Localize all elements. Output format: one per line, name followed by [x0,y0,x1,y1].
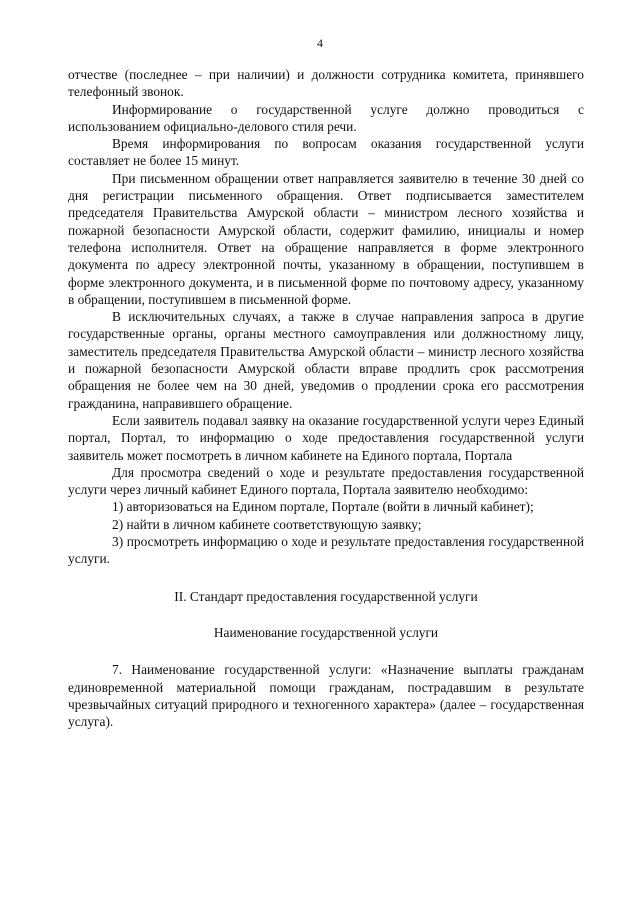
list-item-authorize: 1) авторизоваться на Едином портале, Портале (войти в личный кабинет); [112,499,534,515]
document-body [68,66,584,730]
paragraph-continuation: отчестве (последнее – при наличии) и должности сотрудника комитета, принявшего телефонный звонок. [68,67,584,100]
paragraph-exceptional-cases: В исключительных случаях, а также в случае направления запроса в другие государственные органы, органы местного самоуправления или должностному лицу, заместитель председателя Правительства Амурской области – министр лесного хозяйства и пожарной безопасности Амурской области вправе продлить срок рассмотрения обращения не более чем на 30 дней, уведомив о продлении срока его рассмотрения гражданина, направившего обращение. [68,309,584,411]
sub-heading: Наименование государственной услуги [213,624,439,640]
paragraph-service-name: 7. Наименование государственной услуги: «Назначение выплаты гражданам единовременной материальной помощи гражданам, пострадавшим в результате чрезвычайных ситуаций природного и техногенного характера» (далее – государственная услуга). [68,662,584,730]
section-heading: II. Стандарт предоставления государственной услуги [174,588,478,604]
list-item-view-info: 3) просмотреть информацию о ходе и результате предоставления государственной услуги. [68,534,584,567]
list-item-find-request: 2) найти в личном кабинете соответствующую заявку; [112,516,422,532]
paragraph-informing-style: Информирование о государственной услуге должно проводиться с использованием официально-делового стиля речи. [68,101,584,134]
paragraph-portal-application: Если заявитель подавал заявку на оказание государственной услуги через Единый портал, Портал, то информацию о ходе предоставления государственной услуги заявитель может посмотреть в личном кабинете на Единого портала, Портала [68,412,584,463]
paragraph-written-appeal: При письменном обращении ответ направляется заявителю в течение 30 дней со дня регистрации письменного обращения. Ответ подписывается заместителем председателя Правительства Амурской области – министром лесного хозяйства и пожарной безопасности Амурской области, содержит фамилию, инициалы и номер телефона исполнителя. Ответ на обращение направляется в форме электронного документа по адресу электронной почты, указанному в обращении, поступившем в форме электронного документа, и в письменной форме по почтовому адресу, указанному в обращении, поступившем в письменной форме. [68,170,584,307]
paragraph-personal-cabinet: Для просмотра сведений о ходе и результате предоставления государственной услуги через личный кабинет Единого портала, Портала заявителю необходимо: [68,464,584,498]
paragraph-informing-time: Время информирования по вопросам оказания государственной услуги составляет не более 15 минут. [68,136,584,169]
page-number: 4 [317,36,323,50]
